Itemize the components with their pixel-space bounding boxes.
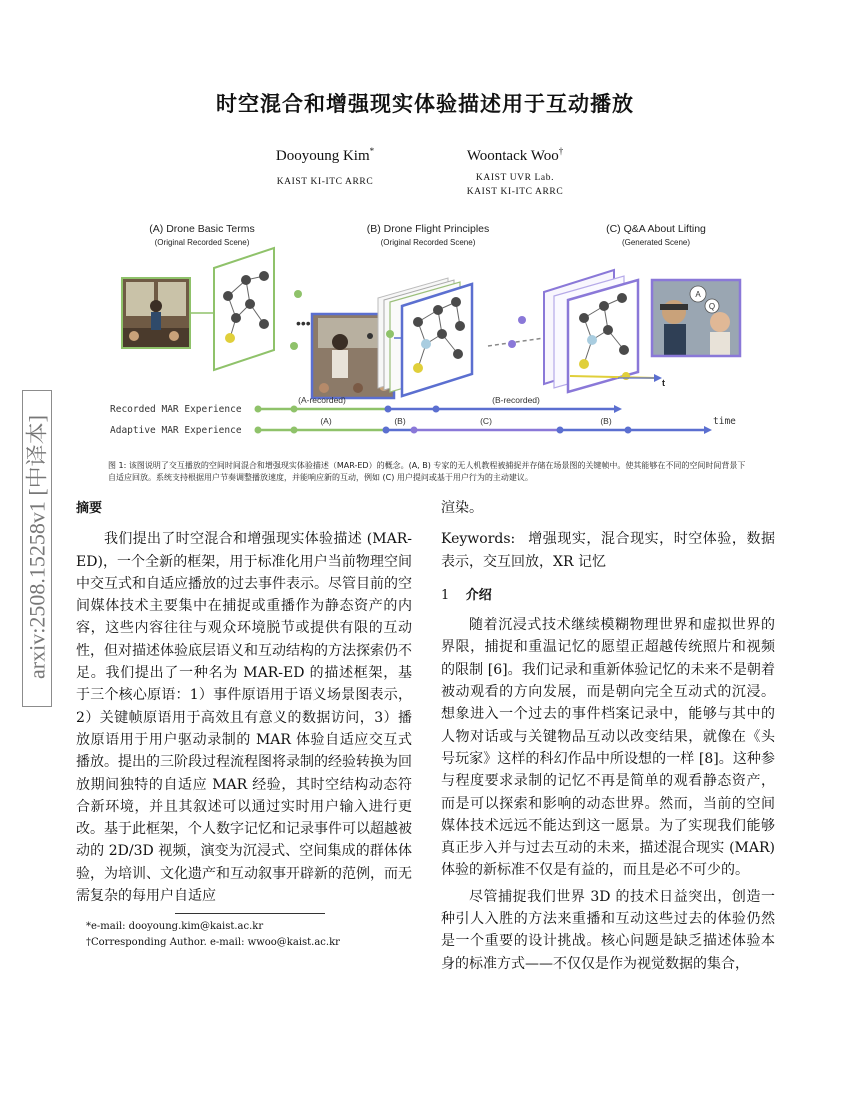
b-recorded-label: (B-recorded) bbox=[492, 395, 540, 405]
author-affiliation: KAIST UVR Lab. bbox=[475, 173, 555, 183]
adaptive-label: Adaptive MAR Experience bbox=[110, 425, 242, 436]
author-name: Woontack Woo bbox=[466, 148, 559, 164]
panel-a-subtitle: (Original Recorded Scene) bbox=[154, 238, 250, 247]
author-affiliation: KAIST KI-ITC ARRC bbox=[466, 187, 564, 197]
time-label: time bbox=[713, 416, 736, 427]
intro-number: 1 bbox=[441, 587, 450, 603]
panel-c-title: (C) Q&A About Lifting bbox=[606, 223, 706, 235]
author-mark: † bbox=[558, 146, 564, 156]
right-column bbox=[441, 497, 775, 975]
arxiv-stamp bbox=[22, 390, 52, 705]
author-block-1 bbox=[240, 146, 410, 189]
t-label: t bbox=[662, 378, 665, 388]
bubble-a: A bbox=[695, 290, 701, 299]
panel-b-subtitle: (Original Recorded Scene) bbox=[380, 238, 476, 247]
bubble-q: Q bbox=[708, 302, 716, 311]
recorded-timeline bbox=[255, 395, 623, 413]
scene-c-photo bbox=[652, 280, 740, 356]
footnote-email-woo: †Corresponding Author. e-mail: wwoo@kaist.ac.kr bbox=[86, 937, 340, 948]
intro-title: 介绍 bbox=[465, 587, 492, 603]
footnote-email-kim: *e-mail: dooyoung.kim@kaist.ac.kr bbox=[86, 921, 264, 932]
scene-a-photo bbox=[122, 278, 190, 348]
keywords bbox=[441, 528, 775, 573]
transition-arrow bbox=[488, 316, 552, 348]
a-recorded-label: (A-recorded) bbox=[298, 395, 346, 405]
panel-b-title: (B) Drone Flight Principles bbox=[366, 223, 490, 235]
author-name: Dooyoung Kim bbox=[275, 148, 370, 164]
footnotes bbox=[86, 919, 416, 951]
seg-a-label: (A) bbox=[320, 416, 332, 426]
recorded-label: Recorded MAR Experience bbox=[110, 404, 242, 415]
arxiv-stamp-text: arxiv:2508.15258v1 [中译本] bbox=[24, 415, 50, 679]
abstract-continuation: 渲染。 bbox=[441, 500, 483, 516]
intro-paragraph-1: 随着沉浸式技术继续模糊物理世界和虚拟世界的界限，捕捉和重温记忆的愿望正超越传统照片和视频的限制 [6]。我们记录和重新体验记忆的未来不是朝着被动观看的方向发展，而是朝向完全互动式的沉浸。想象进入一个过去的事件档案记录中，能够与其中的人物对话或与关键物品互动以改变结果，就像在《头号玩家》这样的科幻作品中所设想的一样 [8]。这种参与程度要求录制的记忆不再是简单的观看静态资产，而是可以探索和影响的动态世界。然而，当前的空间媒体技术远远不能达到这一愿景。为了实现我们能够真正步入并与过去互动的未来，描述混合现实 (MAR) 体验的新标准不仅是有益的，而且是必不可少的。 bbox=[441, 617, 775, 879]
footnote-rule bbox=[175, 913, 325, 914]
abstract-text: 我们提出了时空混合和增强现实体验描述 (MAR-ED)，一个全新的框架，用于标准化用户当前物理空间中交互式和自适应播放的过去事件表示。尽管目前的空间媒体技术主要集中在捕捉或重播作为静态资产的内容，这些内容往往与观众环境脱节或提供有限的互动性，但对描述体验底层语义和互动结构的方法探索仍不足。我们提出了一种名为 MAR-ED 的描述框架，基于三个核心原语：1）事件原语用于语义场景图表示，2）关键帧原语用于高效且有意义的数据访问，3）播放原语用于用户驱动录制的 MAR 体验自适应交互式播放。提出的三阶段过程流程图将录制的经验转换为回放期间独特的自适应 MAR 经验，其时空结构动态符合新环境，并且其叙述可以通过实时用户输入进行更改。基于此框架，个人数字记忆和记录事件可以超越被动的 2D/3D 视频，演变为沉浸式、空间集成的群体体验，为培训、文化遗产和互动叙事开辟新的范例，而无需复杂的每用户自适应 bbox=[76, 531, 412, 905]
paper-title: 时空混合和增强现实体验描述用于互动播放 bbox=[216, 92, 634, 116]
panel-a-title: (A) Drone Basic Terms bbox=[149, 223, 255, 235]
intro-heading bbox=[441, 584, 775, 607]
figure-caption: 图 1: 该图说明了交互播放的空间时间混合和增强现实体验描述（MAR-ED）的概念。(A, B) 专家的无人机教程被捕捉并存储在场景图的关键帧中。使其能够在不同的空间时间背景下自适应回放。系统支持根据用户节奏调整播放速度，并能响应新的互动，例如 (C) 用户提问或基于用户行为的主动建议。 bbox=[108, 461, 746, 482]
intro-paragraph-2: 尽管捕捉我们世界 3D 的技术日益突出，创造一种引人入胜的方法来重播和互动这些过去的体验仍然是一个重要的设计挑战。核心问题是缺乏描述体验本身的标准方式——不仅仅是作为视觉数据的集合， bbox=[441, 888, 775, 972]
panel-c-subtitle: (Generated Scene) bbox=[621, 238, 691, 247]
seg-b1-label: (B) bbox=[394, 416, 406, 426]
keywords-text: 增强现实，混合现实，时空体验，数据表示，交互回放，XR 记忆 bbox=[441, 531, 775, 570]
figure-svg bbox=[108, 218, 748, 458]
author-mark: * bbox=[369, 146, 375, 156]
abstract-section bbox=[76, 498, 412, 907]
ellipsis-mark: ••• bbox=[296, 315, 311, 331]
scene-graph-a bbox=[214, 248, 274, 370]
teaser-figure bbox=[108, 218, 748, 458]
seg-c-label: (C) bbox=[480, 416, 492, 426]
author-affiliation: KAIST KI-ITC ARRC bbox=[276, 177, 374, 187]
author-block-2 bbox=[430, 146, 600, 199]
keywords-label: Keywords: bbox=[441, 531, 516, 548]
seg-b2-label: (B) bbox=[600, 416, 612, 426]
abstract-heading: 摘要 bbox=[76, 501, 103, 516]
adaptive-timeline bbox=[255, 416, 713, 434]
